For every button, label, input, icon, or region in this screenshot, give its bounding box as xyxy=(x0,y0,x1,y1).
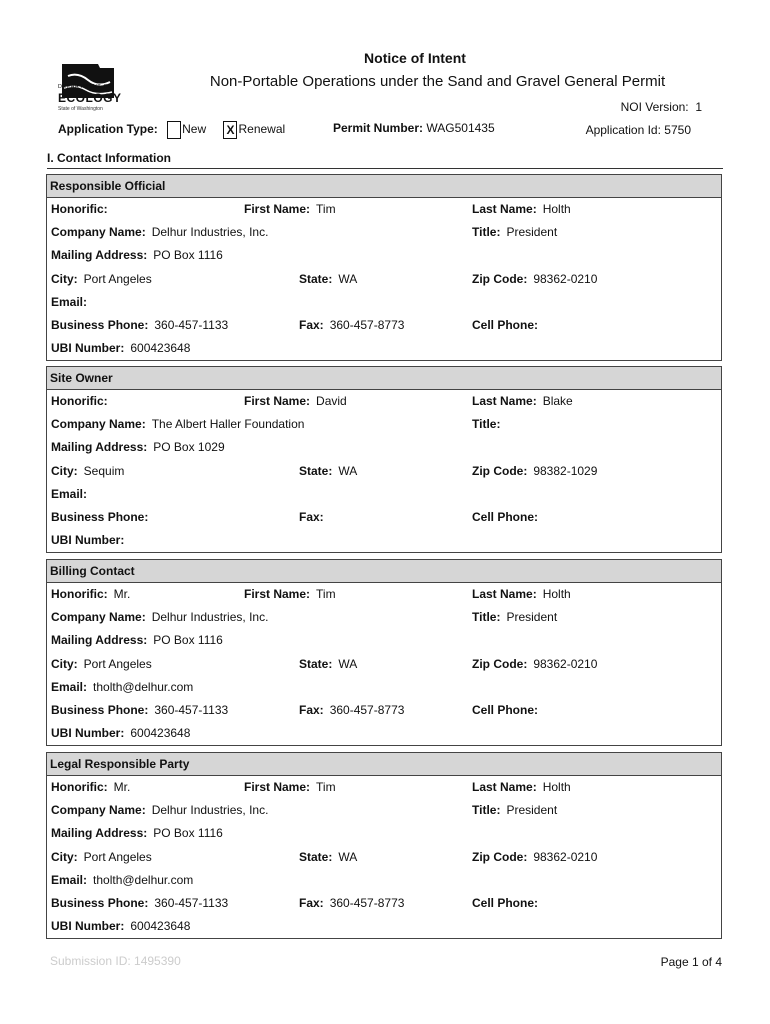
last-name-field xyxy=(472,202,571,216)
application-id-label: Application Id: xyxy=(585,123,661,137)
renewal-checkbox[interactable]: X xyxy=(223,121,237,139)
section-title: I. Contact Information xyxy=(47,151,171,165)
ubi-number-value: 600423648 xyxy=(130,919,191,934)
zip-code-value: 98362-0210 xyxy=(533,271,598,286)
mailing-address-label: Mailing Address: xyxy=(51,440,148,455)
contact-row-city xyxy=(47,460,721,483)
title-field xyxy=(472,417,506,431)
fax-label: Fax: xyxy=(299,317,324,332)
last-name-label: Last Name: xyxy=(472,780,537,794)
zip-code-field xyxy=(472,657,597,671)
last-name-value: Holth xyxy=(542,587,571,601)
business-phone-label: Business Phone: xyxy=(51,895,149,910)
last-name-value: Holth xyxy=(542,780,571,794)
title-value: President xyxy=(506,803,558,818)
contact-row-company xyxy=(47,799,721,822)
contact-row-name xyxy=(47,776,721,799)
business-phone-label: Business Phone: xyxy=(51,509,149,524)
honorific-label: Honorific: xyxy=(51,780,108,794)
mailing-address-value: PO Box 1029 xyxy=(153,440,225,455)
cell-phone-field xyxy=(472,510,544,524)
first-name-value: Tim xyxy=(316,202,336,216)
contact-row-mailing xyxy=(47,436,721,459)
mailing-address-label: Mailing Address: xyxy=(51,826,148,841)
contact-row-city xyxy=(47,653,721,676)
zip-code-value: 98362-0210 xyxy=(533,849,598,864)
application-type-label: Application Type: xyxy=(58,122,158,137)
page-subtitle: Non-Portable Operations under the Sand and Gravel General Permit xyxy=(209,73,666,90)
company-name-label: Company Name: xyxy=(51,803,146,818)
logo-ecology-text: ECOLOGY xyxy=(58,91,122,105)
city-field xyxy=(51,464,124,478)
state-value: WA xyxy=(338,271,358,286)
city-label: City: xyxy=(51,271,78,286)
fax-label: Fax: xyxy=(299,509,324,524)
contact-row-email xyxy=(47,869,721,892)
permit-number xyxy=(333,121,495,135)
submission-id: Submission ID: 1495390 xyxy=(50,954,181,968)
state-value: WA xyxy=(338,656,358,671)
mailing-address-field xyxy=(51,248,223,262)
contact-row-company xyxy=(47,221,721,244)
first-name-field xyxy=(244,780,336,794)
company-name-field xyxy=(51,417,304,431)
business-phone-value: 360-457-1133 xyxy=(154,895,229,910)
cell-phone-field xyxy=(472,703,544,717)
company-name-value: The Albert Haller Foundation xyxy=(151,417,305,432)
company-name-field xyxy=(51,610,268,624)
company-name-label: Company Name: xyxy=(51,225,146,240)
company-name-value: Delhur Industries, Inc. xyxy=(151,225,269,240)
email-field xyxy=(51,873,193,887)
ubi-number-label: UBI Number: xyxy=(51,341,125,356)
state-field xyxy=(299,850,357,864)
contact-row-mailing xyxy=(47,629,721,652)
contact-row-mailing xyxy=(47,244,721,267)
ubi-number-label: UBI Number: xyxy=(51,726,125,741)
cell-phone-label: Cell Phone: xyxy=(472,509,539,524)
title-value: President xyxy=(506,225,558,240)
business-phone-value: 360-457-1133 xyxy=(154,702,229,717)
last-name-label: Last Name: xyxy=(472,587,537,601)
contact-row-email xyxy=(47,483,721,506)
fax-label: Fax: xyxy=(299,895,324,910)
last-name-label: Last Name: xyxy=(472,202,537,216)
honorific-field xyxy=(51,587,130,601)
last-name-label: Last Name: xyxy=(472,394,537,408)
mailing-address-field xyxy=(51,633,223,647)
cell-phone-label: Cell Phone: xyxy=(472,895,539,910)
contact-block-heading: Site Owner xyxy=(47,367,721,390)
email-field xyxy=(51,295,93,309)
fax-label: Fax: xyxy=(299,702,324,717)
first-name-field xyxy=(244,202,336,216)
noi-version xyxy=(621,100,702,114)
city-field xyxy=(51,850,152,864)
contact-row-city xyxy=(47,846,721,869)
title-label: Title: xyxy=(472,803,501,818)
cell-phone-label: Cell Phone: xyxy=(472,317,539,332)
state-field xyxy=(299,272,357,286)
ubi-number-field xyxy=(51,919,190,933)
logo-dept-text: DEPARTMENT OF xyxy=(58,84,113,90)
contact-row-ubi xyxy=(47,915,721,938)
first-name-value: Tim xyxy=(316,780,336,794)
section-divider xyxy=(47,168,723,169)
ubi-number-value: 600423648 xyxy=(130,726,191,741)
zip-code-value: 98382-1029 xyxy=(533,463,598,478)
first-name-label: First Name: xyxy=(244,394,311,408)
noi-version-label: NOI Version: xyxy=(620,100,689,114)
contact-row-phone xyxy=(47,699,721,722)
title-label: Title: xyxy=(472,225,501,240)
contact-row-phone xyxy=(47,892,721,915)
last-name-value: Blake xyxy=(542,394,573,408)
last-name-field xyxy=(472,394,573,408)
contact-block-heading: Billing Contact xyxy=(47,560,721,583)
honorific-field xyxy=(51,202,114,216)
cell-phone-label: Cell Phone: xyxy=(472,702,539,717)
city-label: City: xyxy=(51,656,78,671)
fax-field xyxy=(299,510,330,524)
permit-number-label: Permit Number: xyxy=(333,121,424,135)
business-phone-field xyxy=(51,318,228,332)
city-field xyxy=(51,657,152,671)
contact-row-ubi xyxy=(47,529,721,552)
state-field xyxy=(299,657,357,671)
first-name-field xyxy=(244,394,347,408)
email-label: Email: xyxy=(51,679,88,694)
contact-block-site-owner xyxy=(46,366,722,553)
zip-code-label: Zip Code: xyxy=(472,849,528,864)
zip-code-label: Zip Code: xyxy=(472,463,528,478)
title-label: Title: xyxy=(472,610,501,625)
mailing-address-value: PO Box 1116 xyxy=(153,826,223,841)
zip-code-label: Zip Code: xyxy=(472,271,528,286)
first-name-value: David xyxy=(316,394,347,408)
title-label: Title: xyxy=(472,417,501,432)
fax-value: 360-457-8773 xyxy=(329,895,405,910)
contact-row-name xyxy=(47,583,721,606)
contact-row-company xyxy=(47,606,721,629)
state-value: WA xyxy=(338,849,358,864)
mailing-address-label: Mailing Address: xyxy=(51,248,148,263)
city-label: City: xyxy=(51,849,78,864)
mailing-address-field xyxy=(51,826,223,840)
cell-phone-field xyxy=(472,318,544,332)
state-label: State: xyxy=(299,463,333,478)
first-name-label: First Name: xyxy=(244,780,311,794)
honorific-label: Honorific: xyxy=(51,394,108,408)
email-field xyxy=(51,487,93,501)
business-phone-label: Business Phone: xyxy=(51,317,149,332)
state-field xyxy=(299,464,357,478)
permit-number-value: WAG501435 xyxy=(426,121,495,135)
first-name-label: First Name: xyxy=(244,202,311,216)
page-number: Page 1 of 4 xyxy=(660,955,722,969)
contact-block-legal-responsible-party xyxy=(46,752,722,939)
contact-row-email xyxy=(47,291,721,314)
company-name-field xyxy=(51,803,268,817)
business-phone-field xyxy=(51,896,228,910)
city-field xyxy=(51,272,152,286)
noi-version-value: 1 xyxy=(695,100,702,114)
zip-code-field xyxy=(472,850,597,864)
application-id xyxy=(586,123,691,137)
mailing-address-value: PO Box 1116 xyxy=(153,248,223,263)
contact-row-name xyxy=(47,390,721,413)
application-id-value: 5750 xyxy=(664,123,691,137)
contact-row-ubi xyxy=(47,337,721,360)
city-value: Port Angeles xyxy=(83,271,152,286)
email-value: tholth@delhur.com xyxy=(93,872,194,887)
business-phone-value: 360-457-1133 xyxy=(154,317,229,332)
honorific-field xyxy=(51,780,130,794)
fax-value: 360-457-8773 xyxy=(329,702,405,717)
new-checkbox-label: New xyxy=(182,122,207,137)
ubi-number-label: UBI Number: xyxy=(51,533,125,548)
mailing-address-label: Mailing Address: xyxy=(51,633,148,648)
application-type xyxy=(58,121,285,139)
contact-row-phone xyxy=(47,314,721,337)
last-name-field xyxy=(472,587,571,601)
email-label: Email: xyxy=(51,294,88,309)
state-value: WA xyxy=(338,463,358,478)
contact-block-responsible-official xyxy=(46,174,722,361)
ubi-number-label: UBI Number: xyxy=(51,919,125,934)
first-name-label: First Name: xyxy=(244,587,311,601)
contact-block-billing-contact xyxy=(46,559,722,746)
last-name-field xyxy=(472,780,571,794)
new-checkbox[interactable] xyxy=(167,121,181,139)
first-name-field xyxy=(244,587,336,601)
page-title: Notice of Intent xyxy=(364,50,466,66)
contact-block-heading: Responsible Official xyxy=(47,175,721,198)
first-name-value: Tim xyxy=(316,587,336,601)
ubi-number-field xyxy=(51,726,190,740)
contact-row-mailing xyxy=(47,822,721,845)
fax-field xyxy=(299,703,404,717)
zip-code-field xyxy=(472,272,597,286)
contact-block-heading: Legal Responsible Party xyxy=(47,753,721,776)
email-label: Email: xyxy=(51,872,88,887)
business-phone-field xyxy=(51,510,154,524)
business-phone-field xyxy=(51,703,228,717)
last-name-value: Holth xyxy=(542,202,571,216)
city-label: City: xyxy=(51,463,78,478)
city-value: Port Angeles xyxy=(83,849,152,864)
honorific-value: Mr. xyxy=(113,780,131,794)
ubi-number-field xyxy=(51,341,190,355)
company-name-label: Company Name: xyxy=(51,610,146,625)
business-phone-label: Business Phone: xyxy=(51,702,149,717)
title-field xyxy=(472,225,557,239)
contact-row-ubi xyxy=(47,722,721,745)
contact-row-phone xyxy=(47,506,721,529)
state-label: State: xyxy=(299,656,333,671)
email-label: Email: xyxy=(51,486,88,501)
company-name-value: Delhur Industries, Inc. xyxy=(151,803,269,818)
honorific-field xyxy=(51,394,114,408)
state-label: State: xyxy=(299,271,333,286)
honorific-label: Honorific: xyxy=(51,587,108,601)
title-field xyxy=(472,610,557,624)
fax-value: 360-457-8773 xyxy=(329,317,405,332)
renewal-checkbox-label: Renewal xyxy=(238,122,286,137)
contact-row-company xyxy=(47,413,721,436)
fax-field xyxy=(299,318,404,332)
fax-field xyxy=(299,896,404,910)
zip-code-field xyxy=(472,464,597,478)
email-field xyxy=(51,680,193,694)
state-label: State: xyxy=(299,849,333,864)
honorific-value: Mr. xyxy=(113,587,131,601)
zip-code-value: 98362-0210 xyxy=(533,656,598,671)
mailing-address-field xyxy=(51,440,225,454)
company-name-label: Company Name: xyxy=(51,417,146,432)
logo-state-text: State of Washington xyxy=(58,106,103,112)
zip-code-label: Zip Code: xyxy=(472,656,528,671)
company-name-field xyxy=(51,225,268,239)
honorific-label: Honorific: xyxy=(51,202,108,216)
cell-phone-field xyxy=(472,896,544,910)
title-field xyxy=(472,803,557,817)
ubi-number-value: 600423648 xyxy=(130,341,191,356)
contact-row-name xyxy=(47,198,721,221)
title-value: President xyxy=(506,610,558,625)
ubi-number-field xyxy=(51,533,130,547)
city-value: Port Angeles xyxy=(83,656,152,671)
mailing-address-value: PO Box 1116 xyxy=(153,633,223,648)
city-value: Sequim xyxy=(83,463,125,478)
contact-row-city xyxy=(47,268,721,291)
email-value: tholth@delhur.com xyxy=(93,679,194,694)
company-name-value: Delhur Industries, Inc. xyxy=(151,610,269,625)
contact-row-email xyxy=(47,676,721,699)
